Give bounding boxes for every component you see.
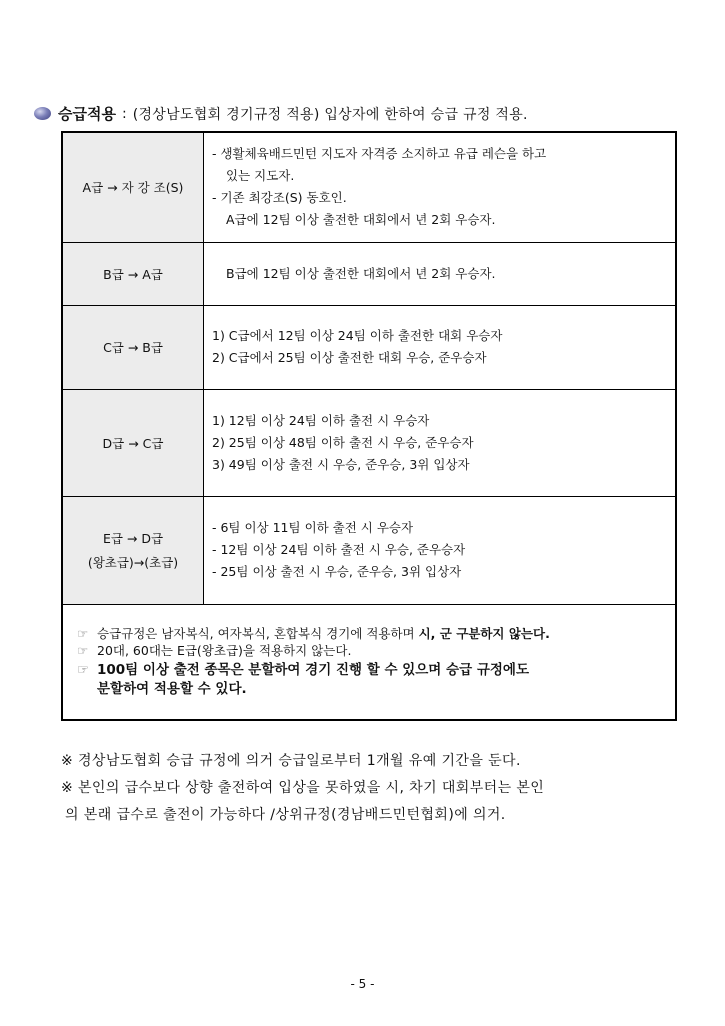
note-line: 분할하여 적용할 수 있다. (97, 680, 247, 697)
description-line: A급에 12팀 이상 출전한 대회에서 년 2회 우승자. (226, 212, 496, 228)
notes-cell (62, 604, 676, 720)
grade-cell: D급 → C급 (62, 389, 204, 496)
grade-sub: (왕초급)→(초급) (87, 555, 179, 570)
description-cell (204, 305, 677, 389)
note-item (77, 661, 661, 699)
description-line: - 6팀 이상 11팀 이하 출전 시 우승자 (212, 520, 414, 535)
grade-cell (62, 496, 204, 604)
note-line: 100팀 이상 출전 종목은 분할하여 경기 진행 할 수 있으며 승급 규정에도 (97, 661, 529, 678)
footer-notes (61, 748, 691, 829)
note-text: 20대, 60대는 E급(왕초급)을 적용하지 않는다. (97, 642, 352, 658)
description-line: 1) C급에서 12팀 이상 24팀 이하 출전한 대회 우승자 (212, 328, 503, 343)
note-text (97, 625, 550, 642)
description-line: 3) 49팀 이상 출전 시 우승, 준우승, 3위 입상자 (212, 456, 470, 472)
table-row (62, 389, 676, 496)
description-line: - 생활체육배드민턴 지도자 자격증 소지하고 유급 레슨을 하고 (212, 146, 547, 162)
page-number: - 5 - (350, 977, 375, 991)
footer-line: ※ 경상남도협회 승급 규정에 의거 승급일로부터 1개월 유예 기간을 둔다. (61, 753, 521, 769)
note-text (97, 661, 529, 699)
heading-separator: : (121, 105, 127, 122)
table-row (62, 496, 676, 604)
bullet-icon (34, 107, 51, 120)
description-line: 있는 지도자. (226, 168, 295, 184)
footer-line: ※ 본인의 급수보다 상향 출전하여 입상을 못하였을 시, 차기 대회부터는 본인 (61, 780, 545, 796)
note-item (77, 642, 661, 659)
note-item (77, 625, 661, 642)
note-bold: 시, 군 구분하지 않는다. (418, 625, 550, 641)
description-line: - 25팀 이상 출전 시 우승, 준우승, 3위 입상자 (212, 564, 462, 579)
description-cell (204, 496, 677, 604)
table-row (62, 132, 676, 242)
notes-row (62, 604, 676, 720)
promotion-rules-table (61, 131, 677, 721)
description-line: B급에 12팀 이상 출전한 대회에서 년 2회 우승자. (226, 265, 496, 281)
note-normal: 승급규정은 남자복식, 여자복식, 혼합복식 경기에 적용하며 (97, 625, 419, 641)
grade-cell: C급 → B급 (62, 305, 204, 389)
grade-cell: A급 → 자 강 조(S) (62, 132, 204, 242)
description-line: 1) 12팀 이상 24팀 이하 출전 시 우승자 (212, 412, 430, 428)
section-heading (34, 103, 528, 124)
table-row (62, 305, 676, 389)
description-line: - 12팀 이상 24팀 이하 출전 시 우승, 준우승자 (212, 542, 466, 557)
description-line: - 기존 최강조(S) 동호인. (212, 190, 347, 206)
heading-text: (경상남도협회 경기규정 적용) 입상자에 한하여 승급 규정 적용. (132, 106, 528, 123)
pointing-hand-icon: ☞ (77, 661, 90, 678)
description-cell (204, 242, 677, 305)
pointing-hand-icon: ☞ (77, 642, 89, 658)
grade-cell: B급 → A급 (62, 242, 204, 305)
heading-label: 승급적용 (58, 105, 116, 123)
description-line: 2) 25팀 이상 48팀 이하 출전 시 우승, 준우승자 (212, 434, 474, 450)
grade-main: E급 → D급 (102, 531, 164, 546)
footer-line: 의 본래 급수로 출전이 가능하다 /상위규정(경남배드민턴협회)에 의거. (65, 807, 506, 823)
description-cell (204, 132, 677, 242)
description-line: 2) C급에서 25팀 이상 출전한 대회 우승, 준우승자 (212, 350, 487, 365)
table-row (62, 242, 676, 305)
description-cell (204, 389, 677, 496)
pointing-hand-icon: ☞ (77, 625, 89, 641)
